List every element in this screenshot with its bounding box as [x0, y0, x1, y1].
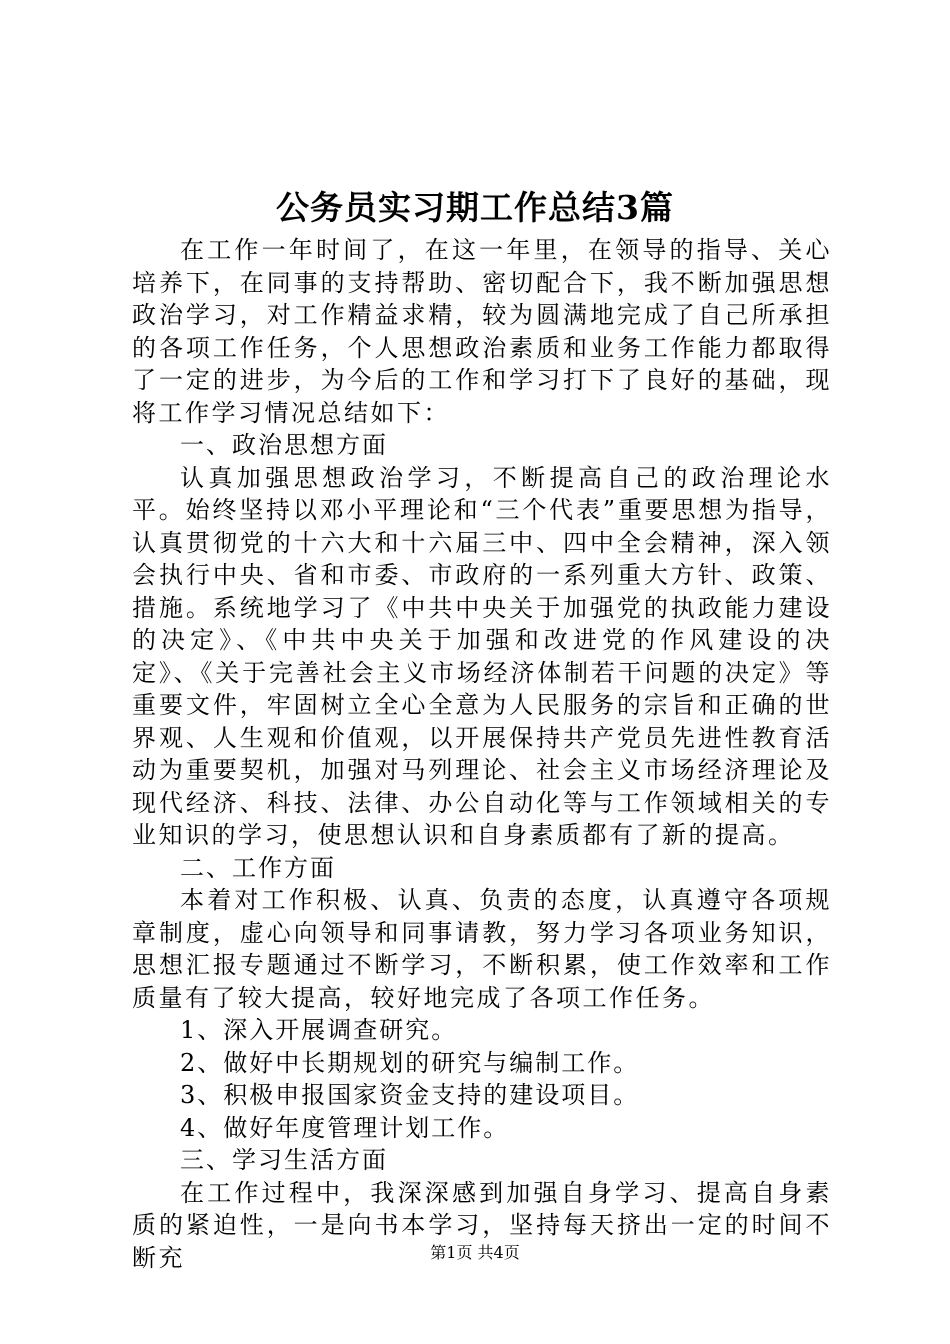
section2-list-item: 3、积极申报国家资金支持的建设项目。: [180, 1081, 640, 1109]
section3-paragraph: 在工作过程中，我深深感到加强自身学习、提高自身素质的紧迫性，一是向书本学习，坚持每天挤出一定的时间不断充: [132, 1178, 832, 1272]
section2-heading: 二、工作方面: [180, 853, 336, 882]
section2-list-item: 1、深入开展调查研究。: [180, 1016, 458, 1044]
section3-heading: 三、学习生活方面: [180, 1146, 388, 1174]
page-footer: 第1页 共4页: [430, 1243, 520, 1262]
section2-paragraph: 本着对工作积极、认真、负责的态度，认真遵守各项规章制度，虚心向领导和同事请教，努力学习各项业务知识，思想汇报专题通过不断学习，不断积累，使工作效率和工作质量有了较大提高，较好地完成了各项工作任务。: [132, 886, 832, 1012]
document-body: [132, 234, 832, 1274]
document-title: 公务员实习期工作总结3篇: [276, 188, 674, 227]
intro-paragraph: 在工作一年时间了，在这一年里，在领导的指导、关心培养下，在同事的支持帮助、密切配合下，我不断加强思想政治学习，对工作精益求精，较为圆满地完成了自己所承担的各项工作任务，个人思想政治素质和业务工作能力都取得了一定的进步，为今后的工作和学习打下了良好的基础，现将工作学习情况总结如下：: [132, 236, 832, 427]
section2-list-item: 2、做好中长期规划的研究与编制工作。: [180, 1048, 640, 1077]
section1-heading: 一、政治思想方面: [180, 431, 388, 459]
section2-list-item: 4、做好年度管理计划工作。: [180, 1113, 510, 1142]
section1-paragraph: 认真加强思想政治学习，不断提高自己的政治理论水平。始终坚持以邓小平理论和“三个代表”重要思想为指导，认真贯彻党的十六大和十六届三中、四中全会精神，深入领会执行中央、省和市委、市政府的一系列重大方针、政策、措施。系统地学习了《中共中央关于加强党的执政能力建设的决定》、《中共中央关于加强和改进党的作风建设的决定》、《关于完善社会主义市场经济体制若干问题的决定》等重要文件，牢固树立全心全意为人民服务的宗旨和正确的世界观、人生观和价值观，以开展保持共产党员先进性教育活动为重要契机，加强对马列理论、社会主义市场经济理论及现代经济、科技、法律、办公自动化等与工作领域相关的专业知识的学习，使思想认识和自身素质都有了新的提高。: [132, 463, 832, 849]
